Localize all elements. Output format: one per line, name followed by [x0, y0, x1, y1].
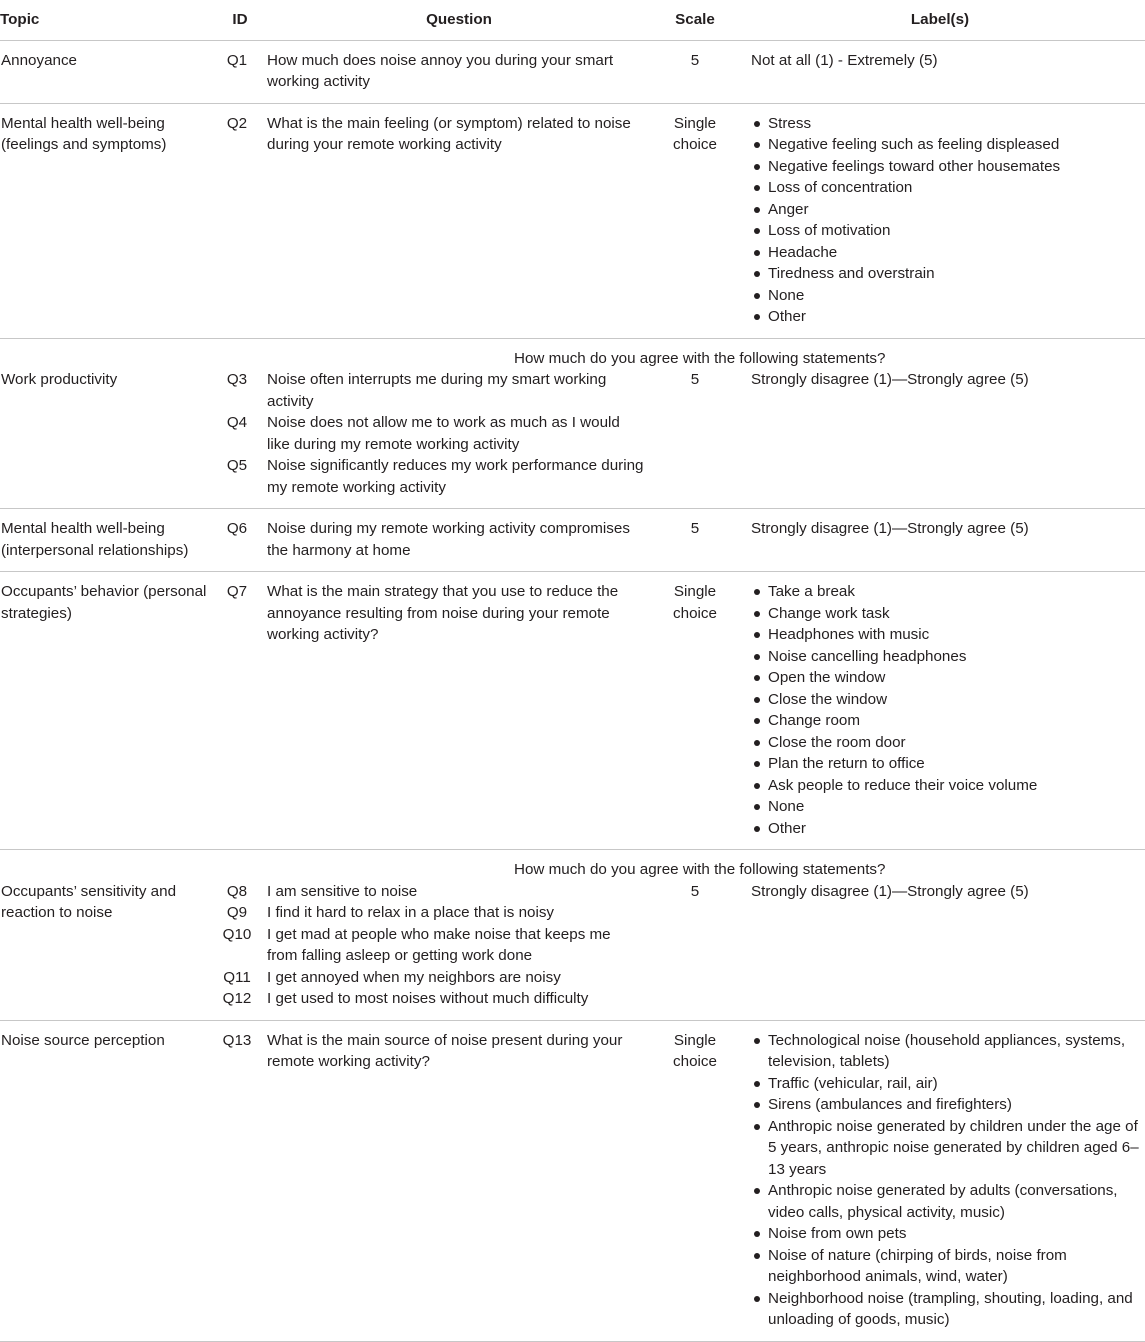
id-cell: Q11 — [223, 968, 251, 986]
header-question: Question — [426, 11, 492, 28]
scale-cell: 5 — [690, 51, 700, 69]
id-cell: Q4 — [226, 414, 248, 431]
id-cell: Q9 — [226, 904, 248, 921]
options-list — [751, 113, 1145, 328]
list-item: Noise from own pets — [751, 1223, 1145, 1245]
table-row — [0, 103, 1145, 338]
list-item: Ask people to reduce their voice volume — [751, 775, 1145, 797]
list-item: None — [751, 285, 1145, 307]
label-cell: Strongly disagree (1)—Strongly agree (5) — [751, 520, 1029, 537]
id-cell: Q2 — [226, 114, 248, 132]
question-cell: I get annoyed when my neighbors are noisy — [267, 968, 561, 986]
question-cell: Noise does not allow me to work as much as I would like during my remote working activity — [267, 414, 620, 453]
scale-cell: 5 — [690, 371, 700, 388]
question-cell: How much does noise annoy you during your smart working activity — [267, 51, 614, 90]
list-item: Noise cancelling headphones — [751, 646, 1145, 668]
list-item: Plan the return to office — [751, 753, 1145, 775]
scale-cell: Single choice — [673, 114, 717, 153]
intro-row — [0, 850, 1145, 881]
statement-intro: How much do you agree with the following statements? — [514, 861, 886, 878]
table-row — [0, 881, 1145, 903]
question-cell: I am sensitive to noise — [267, 882, 418, 900]
id-cell: Q6 — [226, 520, 248, 537]
scale-cell: 5 — [690, 882, 700, 900]
question-cell: I get mad at people who make noise that keeps me from falling asleep or getting work done — [267, 925, 611, 964]
list-item: Loss of concentration — [751, 177, 1145, 199]
question-cell: Noise often interrupts me during my smart working activity — [267, 371, 607, 410]
label-cell — [735, 1020, 1145, 1341]
question-cell: I get used to most noises without much difficulty — [267, 990, 589, 1007]
table-row — [0, 40, 1145, 103]
section-productivity — [0, 338, 1145, 509]
id-cell: Q10 — [222, 925, 252, 943]
list-item: Other — [751, 306, 1145, 328]
table-row — [0, 455, 1145, 509]
list-item: Traffic (vehicular, rail, air) — [751, 1073, 1145, 1095]
list-item: Close the window — [751, 689, 1145, 711]
list-item: Open the window — [751, 667, 1145, 689]
header-id: ID — [232, 11, 248, 28]
section-sensitivity — [0, 850, 1145, 1021]
list-item: Headphones with music — [751, 624, 1145, 646]
table-row — [0, 369, 1145, 412]
question-cell: What is the main strategy that you use to reduce the annoyance resulting from noise during your remote working activity? — [267, 583, 619, 643]
topic-cell: Mental health well-being (feelings and symptoms) — [1, 114, 167, 153]
topic-cell: Annoyance — [1, 51, 77, 69]
list-item: Neighborhood noise (trampling, shouting, loading, and unloading of goods, music) — [751, 1288, 1145, 1331]
label-cell — [735, 103, 1145, 338]
list-item: Other — [751, 818, 1145, 840]
list-item: Negative feelings toward other housemates — [751, 156, 1145, 178]
topic-cell: Noise source perception — [1, 1031, 165, 1049]
topic-cell: Occupants’ behavior (personal strategies) — [1, 583, 207, 622]
section-behavior — [0, 572, 1145, 850]
statement-intro: How much do you agree with the following statements? — [514, 349, 886, 367]
id-cell: Q13 — [222, 1031, 252, 1049]
header-labels: Label(s) — [910, 11, 970, 28]
question-cell: What is the main feeling (or symptom) related to noise during your remote working activity — [267, 114, 631, 153]
topic-cell: Mental health well-being (interpersonal relationships) — [1, 520, 189, 559]
list-item: Sirens (ambulances and firefighters) — [751, 1094, 1145, 1116]
list-item: Loss of motivation — [751, 220, 1145, 242]
list-item: Close the room door — [751, 732, 1145, 754]
question-cell: What is the main source of noise present during your remote working activity? — [267, 1031, 623, 1070]
list-item: Negative feeling such as feeling displeased — [751, 134, 1145, 156]
id-cell: Q7 — [226, 583, 248, 600]
options-list — [751, 581, 1145, 839]
topic-cell: Occupants’ sensitivity and reaction to noise — [1, 882, 177, 921]
list-item: Anger — [751, 199, 1145, 221]
scale-cell: Single choice — [673, 1031, 717, 1070]
label-cell: Not at all (1) - Extremely (5) — [751, 51, 938, 69]
id-cell: Q8 — [226, 882, 248, 900]
list-item: None — [751, 796, 1145, 818]
list-item: Noise of nature (chirping of birds, noise from neighborhood animals, wind, water) — [751, 1245, 1145, 1288]
table-row — [0, 412, 1145, 455]
intro-row — [0, 338, 1145, 369]
list-item: Change room — [751, 710, 1145, 732]
header-scale: Scale — [675, 11, 715, 28]
question-cell: Noise during my remote working activity compromises the harmony at home — [267, 520, 630, 559]
table-row — [0, 572, 1145, 850]
section-noise-source — [0, 1020, 1145, 1341]
options-list — [751, 1030, 1145, 1331]
id-cell: Q3 — [226, 371, 248, 388]
section-mental-relationships — [0, 509, 1145, 572]
label-cell: Strongly disagree (1)—Strongly agree (5) — [751, 371, 1029, 388]
question-cell: I find it hard to relax in a place that is noisy — [267, 904, 555, 921]
header-topic: Topic — [0, 11, 40, 28]
label-cell — [735, 572, 1145, 850]
list-item: Take a break — [751, 581, 1145, 603]
table-row — [0, 1020, 1145, 1341]
scale-cell: 5 — [690, 520, 700, 537]
list-item: Change work task — [751, 603, 1145, 625]
list-item: Headache — [751, 242, 1145, 264]
section-mental-feelings — [0, 103, 1145, 338]
id-cell: Q1 — [226, 51, 248, 69]
topic-cell: Work productivity — [1, 371, 118, 388]
scale-cell: Single choice — [673, 583, 717, 622]
list-item: Stress — [751, 113, 1145, 135]
list-item: Tiredness and overstrain — [751, 263, 1145, 285]
id-cell: Q12 — [222, 990, 252, 1007]
table-row — [0, 509, 1145, 572]
list-item: Anthropic noise generated by children under the age of 5 years, anthropic noise generated by children aged 6–13 years — [751, 1116, 1145, 1181]
id-cell: Q5 — [226, 457, 248, 474]
table-header — [0, 0, 1145, 40]
list-item: Technological noise (household appliances, systems, television, tablets) — [751, 1030, 1145, 1073]
label-cell: Strongly disagree (1)—Strongly agree (5) — [751, 882, 1029, 900]
header-row — [0, 0, 1145, 40]
section-annoyance — [0, 40, 1145, 103]
list-item: Anthropic noise generated by adults (conversations, video calls, physical activity, music) — [751, 1180, 1145, 1223]
question-cell: Noise significantly reduces my work performance during my remote working activity — [267, 457, 644, 496]
